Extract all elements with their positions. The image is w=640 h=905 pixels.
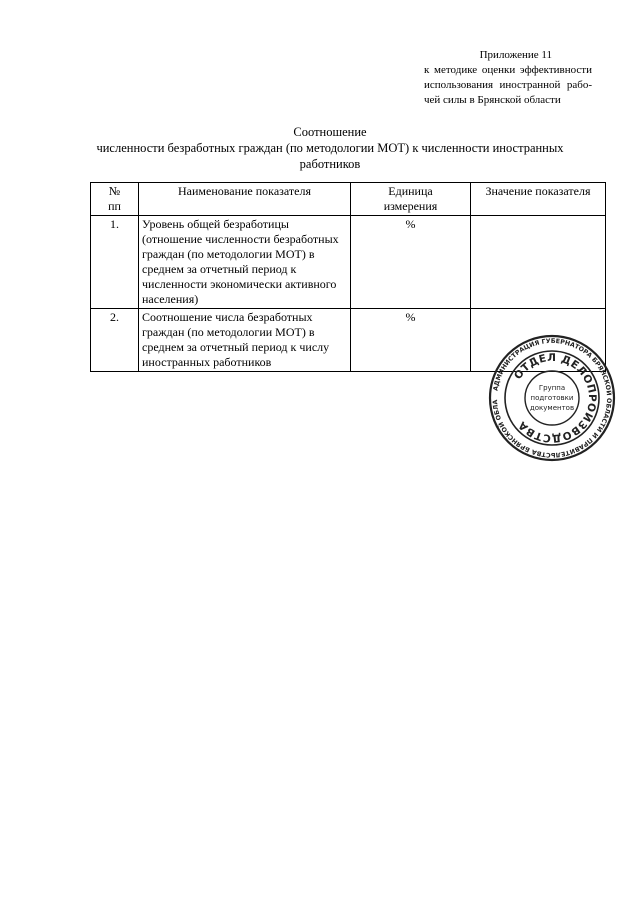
row-unit: %	[351, 309, 471, 372]
appendix-line-2: к методике оценки эффективности	[424, 64, 592, 76]
row-number: 1.	[91, 216, 139, 309]
appendix-line-3: использования иностранной рабо-	[424, 79, 592, 91]
header-indicator-name: Наименование показателя	[139, 183, 351, 216]
office-stamp	[488, 334, 616, 462]
header-number-line-1: №	[108, 184, 121, 198]
row-unit: %	[351, 216, 471, 309]
stamp-center-line-2: подготовки	[530, 394, 574, 402]
title-line-2: численности безработных граждан (по методологии МОТ) к численности иностранных	[96, 141, 564, 155]
row-value	[471, 216, 606, 309]
header-value: Значение показателя	[471, 183, 606, 216]
stamp-ring-text: ОТДЕЛ ДЕЛОПРОИЗВОДСТВА	[512, 351, 599, 445]
table-row	[91, 216, 606, 309]
table-header-row	[91, 183, 606, 216]
row-indicator-name: Соотношение числа безработных граждан (по методологии МОТ) в среднем за отчетный период к числу иностранных работников	[139, 309, 351, 372]
stamp-center-line-3: документов	[529, 404, 575, 412]
header-unit	[351, 183, 471, 216]
row-number: 2.	[91, 309, 139, 372]
stamp-center-line-1: Группа	[538, 384, 566, 392]
header-number-line-2: пп	[108, 199, 121, 213]
stamp-outer-text: АДМИНИСТРАЦИЯ ГУБЕРНАТОРА БРЯНСКОЙ ОБЛАСТИ И ПРАВИТЕЛЬСТВА БРЯНСКОЙ ОБЛА	[491, 337, 613, 459]
header-unit-line-1: Единица	[388, 184, 433, 198]
header-unit-line-2: измерения	[383, 199, 438, 213]
header-number	[91, 183, 139, 216]
title-line-1: Соотношение	[293, 125, 367, 139]
appendix-line-4: чей силы в Брянской области	[424, 94, 561, 106]
appendix-note	[424, 48, 592, 108]
appendix-line-1: Приложение 11	[479, 49, 552, 61]
document-title	[80, 124, 580, 172]
row-indicator-name: Уровень общей безработицы (отношение численности безработных граждан (по методологии МОТ) в среднем за отчетный период к численности экономически активного населения)	[139, 216, 351, 309]
office-stamp-graphic	[488, 334, 616, 462]
title-line-3: работников	[299, 157, 361, 171]
